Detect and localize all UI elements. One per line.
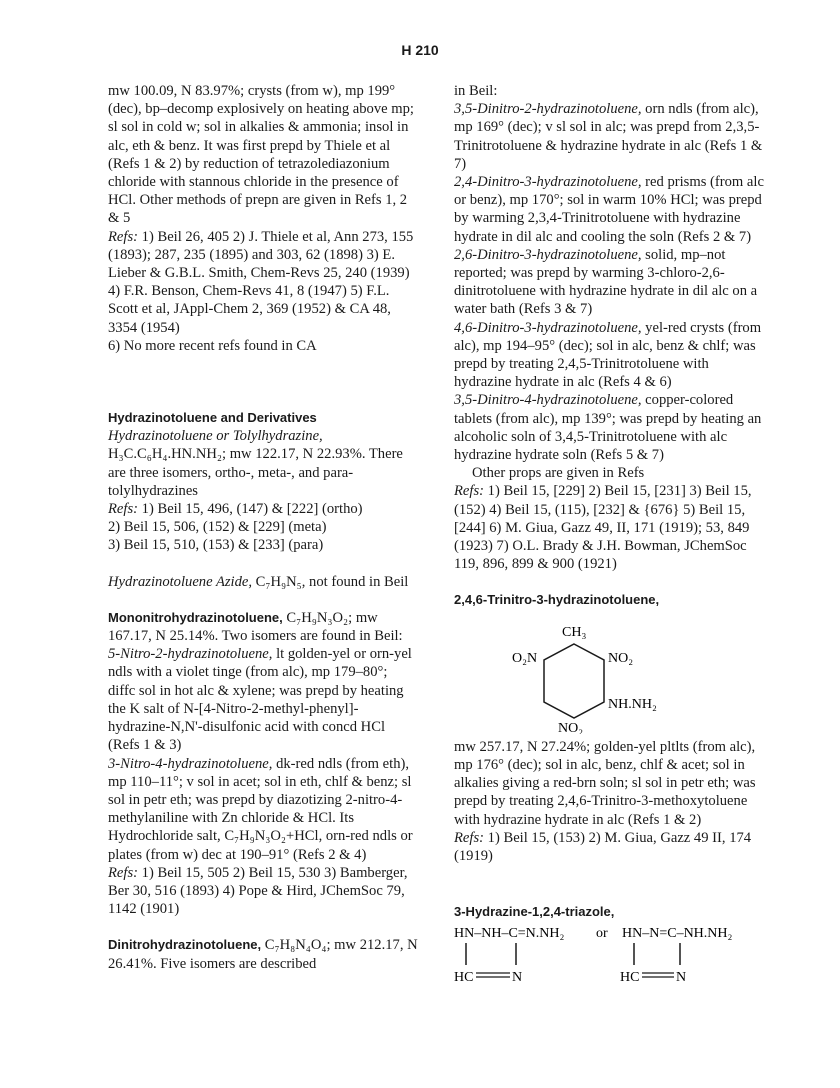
refs-label: Refs: — [108, 864, 138, 881]
isomer-2 — [108, 755, 418, 864]
dinitro-isomer-3 — [454, 246, 764, 319]
ch3-label: CH₃ — [562, 624, 587, 640]
dinitro-isomer-1 — [454, 100, 764, 173]
tetrazole-paragraph: mw 100.09, N 83.97%; crysts (from w), mp 199° (dec), bp–decomp explosively on heating above mp; sl sol in cold w; sol in alkalies & ammonia; insol in alc, eth & benz. It was first prepd by Thiele et al (Refs 1 & 2) by reduction of tetrazolediazonium chloride with stannous chloride in the presence of HCl. Other methods of prepn are given in Refs 1, 2 & 5 — [108, 83, 414, 227]
o2n-label: O₂N — [512, 650, 538, 666]
refs-text: 1) Beil 15, 505 2) Beil 15, 530 3) Bamberger, Ber 30, 516 (1893) 4) Pope & Hird, JChemSoc 79, 1142 (1901) — [108, 864, 408, 918]
trinitro-title: 2,4,6-Trinitro-3-hydrazinotoluene, — [454, 592, 660, 608]
dinitro-body: C₇H₈N₄O₄; mw 212.17, N 26.41%. Five isomers are described — [108, 937, 418, 972]
dinitro-isomer-4-title: 4,6-Dinitro-3-hydrazinotoluene, — [454, 319, 642, 336]
left-column — [108, 82, 418, 973]
page-number-header: H 210 — [401, 42, 439, 58]
dinitro-isomer-3-title: 2,6-Dinitro-3-hydrazinotoluene, — [454, 246, 642, 263]
azide-body: C₇H₉N₅, not found in Beil — [252, 573, 409, 590]
azide-title: Hydrazinotoluene Azide, — [108, 573, 253, 590]
dinitro-isomer-2 — [454, 173, 764, 246]
isomer-2-body: dk-red ndls (from eth), mp 110–11°; v sol in acet; sol in eth, chlf & benz; sl sol in petr eth; was prepd by diazotizing 2-nitro-4-methylaniline with Zn chloride & HCl. Its Hydrochloride salt, C₇H₉N₃O₂+HCl, orn-red ndls or plates (from w) dec at 190–91° (Refs 2 & 4) — [108, 755, 413, 863]
refs-block-2a — [108, 500, 418, 518]
nhnh2-label: NH.NH₂ — [608, 696, 657, 712]
refs-label: Refs: — [454, 829, 484, 846]
dinitro-isomer-5 — [454, 391, 764, 464]
hc-label-1: HC — [454, 970, 474, 986]
refs-block-3 — [108, 864, 418, 919]
isomer-1 — [108, 645, 418, 754]
mono-body: C₇H₉N₃O₂; mw 167.17, N 25.14%. Two isomers are found in Beil: — [108, 609, 403, 645]
triazole-title: 3-Hydrazine-1,2,4-triazole, — [454, 904, 615, 920]
benzene-ring — [544, 644, 604, 718]
refs-text: 1) Beil 15, [229] 2) Beil 15, [231] 3) Beil 15, (152) 4) Beil 15, (115), [232] & {676} 5) Beil 15, [244] 6) M. Giua, Gazz 49, II, 171 (1919); 53, 849 (1923) 7) O.L. Brady & J.H. Bowman, JChemSoc 119, 896, 899 & 900 (1921) — [454, 483, 752, 573]
dinitro-isomer-2-body: red prisms (from alc or benz), mp 170°; sol in warm 10% HCl; was prepd by warming 2,3,4-Trinitrotoluene with hydrazine hydrate in dil alc and cooling the soln (Refs 2 & 7) — [454, 174, 764, 245]
refs-block-5 — [454, 829, 764, 865]
refs-text: 1) Beil 15, 496, (147) & [222] (ortho) — [138, 501, 363, 518]
dinitro-isomer-5-body: copper-colored tablets (from alc), mp 139°; was prepd by heating an alcoholic soln of 3,4,5-Trinitrotoluene with alc hydrazine hydrate soln (Refs 5 & 7) — [454, 392, 762, 464]
refs-block-2b: 2) Beil 15, 506, (152) & [229] (meta) — [108, 519, 327, 536]
hc-label-2: HC — [620, 970, 640, 986]
dinitro-isomer-2-title: 2,4-Dinitro-3-hydrazinotoluene, — [454, 174, 642, 191]
other-props-note: Other props are given in Refs — [472, 465, 645, 482]
dinitro-isomer-4-body: yel-red crysts (from alc), mp 194–95° (dec); sol in alc, benz & chlf; was prepd by treating 2,4,5-Trinitrotoluene with hydrazine hydrate in alc (Refs 4 & 6) — [454, 319, 762, 391]
dinitro-isomer-5-title: 3,5-Dinitro-4-hydrazinotoluene, — [454, 392, 642, 409]
refs-note: 6) No more recent refs found in CA — [108, 337, 317, 354]
refs-text: 1) Beil 26, 405 2) J. Thiele et al, Ann 273, 155 (1893); 287, 235 (1895) and 303, 62 (1898) 3) E. Lieber & G.B.L. Smith, Chem-Revs 25, 240 (1939) 4) F.R. Benson, Chem-Revs 41, 8 (1947) 5) F.L. Scott et al, JAppl-Chem 2, 369 (1952) & CA 48, 3354 (1954) — [108, 228, 414, 336]
or-label: or — [596, 926, 608, 942]
trinitro-body: mw 257.17, N 27.24%; golden-yel pltlts (from alc), mp 176° (dec); sol in alc, benz, chlf & acet; sol in alkalies giving a red-brn soln; sl sol in petr eth; was prepd by treating 2,4,6-Trinitro-3-methoxytoluene with hydrazine hydrate in alc (Refs 1 & 2) — [454, 738, 756, 828]
mono-entry — [108, 609, 418, 645]
refs-text: 1) Beil 15, (153) 2) M. Giua, Gazz 49 II, 174 (1919) — [454, 829, 752, 864]
triazole-formula-1-top: HN–NH–C=N.NH₂ — [454, 926, 565, 942]
continued-text: in Beil: — [454, 83, 498, 99]
isomer-2-title: 3-Nitro-4-hydrazinotoluene, — [108, 755, 273, 772]
triazole-svg — [454, 921, 764, 993]
dinitro-isomer-1-title: 3,5-Dinitro-2-hydrazinotoluene, — [454, 101, 642, 118]
n-label-2: N — [676, 970, 687, 986]
hydrazinotoluene-title: Hydrazinotoluene or Tolylhydrazine, — [108, 428, 323, 445]
triazole-structure-diagram — [454, 921, 764, 993]
hydrazinotoluene-body: H₃C.C₆H₄.HN.NH₂; mw 122.17, N 22.93%. There are three isomers, ortho-, meta-, and para-tolylhydrazines — [108, 446, 403, 499]
refs-block-4 — [454, 482, 764, 573]
refs-block-1 — [108, 228, 418, 337]
trinitro-structure-diagram — [454, 616, 764, 734]
refs-block-2c: 3) Beil 15, 510, (153) & [233] (para) — [108, 537, 324, 554]
no2-right-label: NO₂ — [608, 650, 634, 666]
section-heading-derivatives: Hydrazinotoluene and Derivatives — [108, 410, 317, 426]
dinitro-isomer-3-body: solid, mp–not reported; was prepd by warming 3-chloro-2,6-dinitrotoluene with hydrazine hydrate in dil alc on a water bath (Refs 3 & 7) — [454, 246, 758, 318]
right-column — [454, 82, 764, 993]
benzene-ring-svg — [454, 616, 764, 734]
n-label-1: N — [512, 970, 523, 986]
isomer-1-body: lt golden-yel or orn-yel ndls with a violet tinge (from alc), mp 179–80°; diffc sol in hot alc & xylene; was prepd by heating the K salt of N-[4-Nitro-2-methyl-phenyl]-hydrazine-N,N'-disulfonic acid with concd HCl (Refs 1 & 3) — [108, 646, 412, 754]
azide-entry — [108, 573, 418, 591]
no2-bottom-label: NO₂ — [558, 720, 584, 734]
triazole-formula-2-top: HN–N=C–NH.NH₂ — [622, 926, 733, 942]
dinitro-title: Dinitrohydrazinotoluene, — [108, 937, 262, 953]
refs-label: Refs: — [108, 228, 138, 245]
dinitro-isomer-1-body: orn ndls (from alc), mp 169° (dec); v sl sol in alc; was prepd from 2,3,5-Trinitrotoluene & hydrazine hydrate in alc (Refs 1 & 7) — [454, 101, 763, 172]
dinitro-entry — [108, 936, 418, 972]
refs-label: Refs: — [108, 501, 138, 518]
dinitro-isomer-4 — [454, 319, 764, 392]
isomer-1-title: 5-Nitro-2-hydrazinotoluene, — [108, 646, 273, 663]
mono-title: Mononitrohydrazinotoluene, — [108, 609, 283, 625]
refs-label: Refs: — [454, 483, 484, 500]
